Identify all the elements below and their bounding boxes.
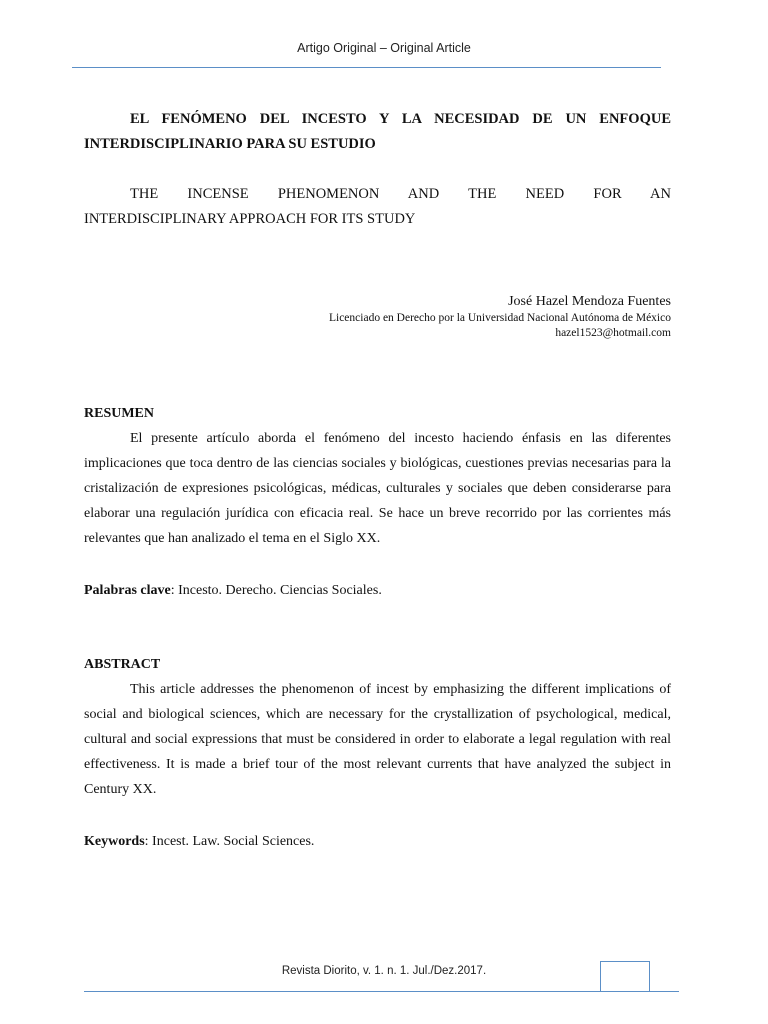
keywords-label: Keywords — [84, 834, 145, 849]
resumen-text: El presente artículo aborda el fenómeno del incesto haciendo énfasis en las diferentes implicaciones que toca dentro de las ciencias sociales y biológicas, cuestiones previas necesarias para la cristalización de expresiones psicológicas, médicas, culturales y sociales que deben considerarse para elaborar una regulación jurídica con eficacia real. Se hace un breve recorrido por las corrientes más relevantes que han analizado el tema en el Siglo XX. — [84, 431, 671, 546]
title-spanish-line2: INTERDISCIPLINARIO PARA SU ESTUDIO — [84, 136, 376, 152]
abstract-section — [84, 655, 671, 802]
author-email: hazel1523@hotmail.com — [555, 327, 671, 339]
palabras-clave-value: : Incesto. Derecho. Ciencias Sociales. — [170, 583, 382, 598]
resumen-section — [84, 404, 671, 551]
running-header: Artigo Original – Original Article — [297, 41, 471, 55]
title-english-line2: INTERDISCIPLINARY APPROACH FOR ITS STUDY — [84, 211, 416, 227]
palabras-clave — [84, 581, 671, 601]
abstract-heading: ABSTRACT — [84, 657, 161, 672]
header-rule — [72, 67, 661, 68]
title-english-line1: THE INCENSE PHENOMENON AND THE NEED FOR AN — [130, 186, 671, 202]
author-affiliation: Licenciado en Derecho por la Universidad Nacional Autónoma de México — [328, 312, 671, 324]
page-number-box — [600, 961, 650, 992]
palabras-clave-label: Palabras clave — [84, 583, 171, 598]
keywords — [84, 832, 671, 852]
title-spanish — [84, 107, 671, 157]
footer-citation: Revista Diorito, v. 1. n. 1. Jul./Dez.2017. — [281, 965, 487, 977]
resumen-heading: RESUMEN — [84, 406, 155, 421]
title-english — [84, 182, 671, 232]
abstract-body — [84, 677, 671, 802]
author-name: José Hazel Mendoza Fuentes — [508, 294, 671, 309]
title-spanish-line1: EL FENÓMENO DEL INCESTO Y LA NECESIDAD DE UN ENFOQUE — [130, 111, 671, 127]
resumen-body — [84, 426, 671, 551]
keywords-value: : Incest. Law. Social Sciences. — [144, 834, 315, 849]
footer-rule — [84, 991, 679, 992]
author-block — [84, 292, 671, 341]
abstract-text: This article addresses the phenomenon of incest by emphasizing the different implications of social and biological sciences, which are necessary for the crystallization of psychological, medical, cultural and social expressions that must be considered in order to elaborate a legal regulation with real effectiveness. It is made a brief tour of the most relevant currents that have analyzed the subject in Century XX. — [84, 682, 671, 797]
